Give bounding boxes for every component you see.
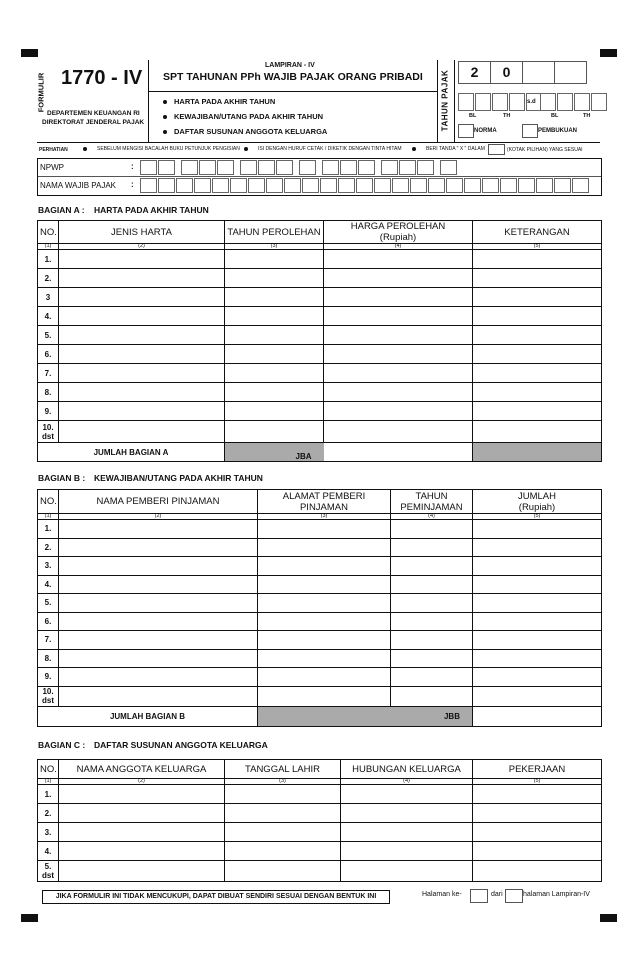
section-b-title: BAGIAN B : KEWAJIBAN/UTANG PADA AKHIR TAHUN [38,473,263,483]
char-box[interactable] [446,178,463,193]
char-box[interactable] [158,160,175,175]
row-number: 9. [38,402,59,421]
tahun-pajak-label: TAHUN PAJAK [440,69,450,132]
registration-mark [600,49,617,57]
col-header-harga-perolehan: HARGA PEROLEHAN (Rupiah) [324,221,473,244]
table-row [38,538,602,557]
asset-cell[interactable] [324,402,473,421]
identity-box: NPWP : NAMA WAJIB PAJAK : [37,158,602,196]
table-row [38,594,602,613]
asset-cell[interactable] [225,269,324,288]
row-number: 9. [38,668,59,687]
liability-cell[interactable] [59,575,258,594]
asset-cell[interactable] [324,383,473,402]
row-number: 6. [38,345,59,364]
char-box[interactable] [358,160,375,175]
directorate-name: DIREKTORAT JENDERAL PAJAK [42,119,145,126]
liability-cell[interactable] [391,557,473,576]
char-box[interactable] [381,160,398,175]
asset-cell[interactable] [473,326,602,345]
row-number: 4. [38,307,59,326]
col-header-hubungan-keluarga: HUBUNGAN KELUARGA [341,760,473,779]
char-box[interactable] [140,160,157,175]
family-cell[interactable] [341,861,473,882]
char-box[interactable] [322,160,339,175]
col-header-keterangan: KETERANGAN [473,221,602,244]
period-bl-start: BL [469,113,477,119]
row-number: 5. [38,326,59,345]
family-cell[interactable] [59,842,225,861]
col-number: (3) [225,244,324,250]
perhatian-item-1: SEBELUM MENGISI BACALAH BUKU PETUNJUK PENGISIAN [83,146,240,152]
family-cell[interactable] [225,842,341,861]
registration-mark [21,914,38,922]
table-row [38,250,602,269]
year-digit-1[interactable]: 2 [458,61,491,84]
liability-cell[interactable] [473,668,602,687]
char-box[interactable] [276,160,293,175]
year-digit-3[interactable] [522,61,555,84]
family-members-table: NO. NAMA ANGGOTA KELUARGA TANGGAL LAHIR HUBUNGAN KELUARGA PEKERJAAN (1) (2) (3) (4) (5) 1. 2. 3. 4. 5. dst [37,759,602,882]
department-name: DEPARTEMEN KEUANGAN RI [47,110,140,117]
liability-cell[interactable] [258,594,391,613]
liability-cell[interactable] [258,668,391,687]
col-header-tanggal-lahir: TANGGAL LAHIR [225,760,341,779]
asset-cell[interactable] [324,307,473,326]
row-number: 7. [38,631,59,650]
asset-cell[interactable] [473,383,602,402]
liability-cell[interactable] [391,668,473,687]
liability-cell[interactable] [391,538,473,557]
liability-cell[interactable] [391,612,473,631]
perhatian-item-3: BERI TANDA " X " DALAM [412,146,485,152]
col-number: (5) [473,244,602,250]
char-box[interactable] [199,160,216,175]
npwp-input-boxes[interactable] [140,160,458,175]
table-row [38,269,602,288]
asset-cell[interactable] [473,288,602,307]
liability-cell[interactable] [59,649,258,668]
halaman-ke-label: Halaman ke- [422,891,462,898]
liability-cell[interactable] [391,649,473,668]
table-row [38,307,602,326]
row-number: 8. [38,383,59,402]
family-cell[interactable] [473,804,602,823]
col-header-jumlah: JUMLAH (Rupiah) [473,490,602,514]
family-cell[interactable] [225,861,341,882]
char-box[interactable] [374,178,391,193]
liability-cell[interactable] [473,557,602,576]
form-header [37,60,600,142]
table-row [38,785,602,804]
family-cell[interactable] [473,823,602,842]
liability-cell[interactable] [473,649,602,668]
liability-cell[interactable] [473,631,602,650]
jumlah-bagian-b-label: JUMLAH BAGIAN B [38,706,258,726]
char-box[interactable] [230,178,247,193]
period-th-start: TH [503,113,511,119]
char-box[interactable] [320,178,337,193]
char-box[interactable] [440,160,457,175]
jumlah-b-value[interactable] [473,706,602,726]
jbb-code: JBB [443,711,460,721]
table-row [38,383,602,402]
liability-cell[interactable] [258,686,391,706]
asset-cell[interactable] [225,421,324,443]
col-header-nama-anggota-keluarga: NAMA ANGGOTA KELUARGA [59,760,225,779]
char-box[interactable] [554,178,571,193]
asset-cell[interactable] [59,364,225,383]
liability-cell[interactable] [258,612,391,631]
row-number: 1. [38,785,59,804]
char-box[interactable] [181,160,198,175]
row-number: 3. [38,823,59,842]
char-box[interactable] [248,178,265,193]
char-box[interactable] [428,178,445,193]
table-row [38,804,602,823]
family-cell[interactable] [341,804,473,823]
col-header-tahun-peminjaman: TAHUN PEMINJAMAN [391,490,473,514]
col-number: (4) [341,779,473,785]
halaman-lampiran-label: halaman Lampiran-IV [523,891,590,898]
liability-cell[interactable] [258,575,391,594]
asset-cell[interactable] [473,364,602,383]
char-box[interactable] [518,178,535,193]
col-number: (1) [38,244,59,250]
asset-cell[interactable] [473,269,602,288]
col-header-pekerjaan: PEKERJAAN [473,760,602,779]
char-box[interactable] [356,178,373,193]
nama-input-boxes[interactable] [140,178,590,193]
char-box[interactable] [284,178,301,193]
col-number: (5) [473,514,602,520]
row-number: 4. [38,575,59,594]
asset-cell[interactable] [225,402,324,421]
bullet-harta: HARTA PADA AKHIR TAHUN [163,97,275,106]
liability-cell[interactable] [258,557,391,576]
char-box[interactable] [217,160,234,175]
spt-title: SPT TAHUNAN PPh WAJIB PAJAK ORANG PRIBADI [163,71,423,83]
col-number: (1) [38,514,59,520]
row-number: 3 [38,288,59,307]
asset-cell[interactable] [225,288,324,307]
asset-cell[interactable] [324,364,473,383]
table-row [38,668,602,687]
perhatian-item-4: (KOTAK PILIHAN) YANG SESUAI [507,147,583,153]
asset-cell[interactable] [324,269,473,288]
liability-cell[interactable] [391,575,473,594]
char-box[interactable] [194,178,211,193]
char-box[interactable] [340,160,357,175]
row-number: 6. [38,612,59,631]
asset-cell[interactable] [473,421,602,443]
jbb-field[interactable] [258,706,473,726]
section-a-title: BAGIAN A : HARTA PADA AKHIR TAHUN [38,205,209,215]
total-pages-input[interactable] [505,889,523,903]
row-number: 1. [38,250,59,269]
liability-cell[interactable] [258,631,391,650]
col-number: (2) [59,779,225,785]
asset-cell[interactable] [473,345,602,364]
nama-wajib-pajak-label: NAMA WAJIB PAJAK [40,181,117,190]
table-row [38,823,602,842]
row-number: 1. [38,520,59,539]
liability-cell[interactable] [59,631,258,650]
npwp-label: NPWP [40,163,64,172]
char-box[interactable] [500,178,517,193]
year-digit-4[interactable] [554,61,587,84]
form-number: 1770 - IV [61,67,143,89]
liability-cell[interactable] [59,557,258,576]
table-row [38,612,602,631]
liability-cell[interactable] [473,575,602,594]
page-counter [422,891,462,898]
asset-cell[interactable] [473,402,602,421]
liability-cell[interactable] [59,686,258,706]
formulir-label: FORMULIR [36,72,46,113]
col-header-no: NO. [38,221,59,244]
liability-cell[interactable] [59,594,258,613]
norma-label: NORMA [474,128,497,134]
liability-cell[interactable] [391,686,473,706]
liability-cell[interactable] [391,631,473,650]
col-header-nama-pemberi-pinjaman: NAMA PEMBERI PINJAMAN [59,490,258,514]
liability-cell[interactable] [473,686,602,706]
char-box[interactable] [410,178,427,193]
asset-cell[interactable] [225,307,324,326]
col-number: (2) [59,514,258,520]
char-box[interactable] [417,160,434,175]
family-cell[interactable] [59,861,225,882]
liability-cell[interactable] [391,520,473,539]
liability-cell[interactable] [59,612,258,631]
col-header-tahun-perolehan: TAHUN PEROLEHAN [225,221,324,244]
asset-cell[interactable] [59,288,225,307]
norma-checkbox[interactable] [458,124,474,138]
table-row [38,520,602,539]
pembukuan-label: PEMBUKUAN [538,128,577,134]
col-header-no: NO. [38,490,59,514]
col-number: (4) [391,514,473,520]
family-cell[interactable] [473,861,602,882]
liability-cell[interactable] [473,612,602,631]
asset-cell[interactable] [324,288,473,307]
bullet-keluarga: DAFTAR SUSUNAN ANGGOTA KELUARGA [163,127,327,136]
table-row [38,557,602,576]
char-box[interactable] [158,178,175,193]
perhatian-bar [37,145,600,156]
table-row [38,326,602,345]
row-number: 8. [38,649,59,668]
footer-note: JIKA FORMULIR INI TIDAK MENCUKUPI, DAPAT DIBUAT SENDIRI SESUAI DENGAN BENTUK INI [42,890,390,904]
asset-cell[interactable] [473,250,602,269]
liability-cell[interactable] [59,668,258,687]
period-bl-end: BL [551,113,559,119]
liability-cell[interactable] [258,520,391,539]
period-end-boxes[interactable] [540,93,608,111]
bullet-kewajiban: KEWAJIBAN/UTANG PADA AKHIR TAHUN [163,112,323,121]
liability-cell[interactable] [473,594,602,613]
char-box[interactable] [266,178,283,193]
family-cell[interactable] [225,804,341,823]
registration-mark [21,49,38,57]
row-number: 7. [38,364,59,383]
table-row [38,631,602,650]
family-cell[interactable] [473,842,602,861]
char-box[interactable] [240,160,257,175]
table-row [38,288,602,307]
liability-cell[interactable] [391,594,473,613]
table-row [38,402,602,421]
row-number: 3. [38,557,59,576]
asset-cell[interactable] [225,364,324,383]
table-row [38,842,602,861]
col-number: (4) [324,244,473,250]
assets-table: NO. JENIS HARTA TAHUN PEROLEHAN HARGA PEROLEHAN (Rupiah) KETERANGAN (1) (2) (3) (4) (5) 1. 2. 3 4. 5. 6. 7. 8. 9. 10. dst JUMLAH BAGIAN A JBA [37,220,602,462]
liability-cell[interactable] [59,538,258,557]
asset-cell[interactable] [59,345,225,364]
row-number: 2. [38,269,59,288]
asset-cell[interactable] [59,269,225,288]
family-cell[interactable] [341,842,473,861]
liability-cell[interactable] [473,520,602,539]
jba-field[interactable] [295,443,473,462]
char-box[interactable] [536,178,553,193]
table-row [38,649,602,668]
family-cell[interactable] [59,785,225,804]
jba-code: JBA [295,452,312,461]
row-number: 4. [38,842,59,861]
asset-cell[interactable] [324,250,473,269]
liability-cell[interactable] [258,649,391,668]
col-header-alamat-pemberi-pinjaman: ALAMAT PEMBERI PINJAMAN [258,490,391,514]
liability-cell[interactable] [473,538,602,557]
family-cell[interactable] [59,804,225,823]
jumlah-bagian-a-label: JUMLAH BAGIAN A [38,443,225,462]
char-box[interactable] [176,178,193,193]
char-box[interactable] [464,178,481,193]
page-number-input[interactable] [470,889,488,903]
char-box[interactable] [338,178,355,193]
family-cell[interactable] [341,823,473,842]
char-box[interactable] [140,178,157,193]
asset-cell[interactable] [59,307,225,326]
asset-cell[interactable] [59,421,225,443]
col-header-jenis-harta: JENIS HARTA [59,221,225,244]
asset-cell[interactable] [225,250,324,269]
family-cell[interactable] [225,785,341,804]
liability-cell[interactable] [258,538,391,557]
liability-cell[interactable] [59,520,258,539]
registration-mark [600,914,617,922]
row-number: 2. [38,538,59,557]
char-box[interactable] [258,160,275,175]
dari-label: dari [491,891,503,898]
col-header-no: NO. [38,760,59,779]
lampiran-label: LAMPIRAN - IV [265,62,315,69]
col-number: (3) [258,514,391,520]
char-box[interactable] [302,178,319,193]
col-number: (2) [59,244,225,250]
asset-cell[interactable] [59,250,225,269]
asset-cell[interactable] [324,421,473,443]
family-cell[interactable] [473,785,602,804]
year-digit-2[interactable]: 0 [490,61,523,84]
col-number: (1) [38,779,59,785]
family-cell[interactable] [225,823,341,842]
col-number: (5) [473,779,602,785]
asset-cell[interactable] [473,307,602,326]
liabilities-table: NO. NAMA PEMBERI PINJAMAN ALAMAT PEMBERI PINJAMAN TAHUN PEMINJAMAN JUMLAH (Rupiah) (1) (2) (3) (4) (5) 1. 2. 3. 4. 5. 6. 7. 8. 9. 10. dst JUMLAH BAGIAN B JBB [37,489,602,727]
table-row [38,575,602,594]
table-row [38,364,602,383]
asset-cell[interactable] [59,383,225,402]
char-box[interactable] [392,178,409,193]
asset-cell[interactable] [324,326,473,345]
row-number: 2. [38,804,59,823]
asset-cell[interactable] [324,345,473,364]
char-box[interactable] [399,160,416,175]
char-box[interactable] [572,178,589,193]
sample-checkbox [488,144,505,155]
period-sd: s.d [527,99,536,105]
asset-cell[interactable] [59,326,225,345]
col-number: (3) [225,779,341,785]
perhatian-label: PERHATIAN [39,147,68,153]
asset-cell[interactable] [225,383,324,402]
char-box[interactable] [299,160,316,175]
table-row [38,345,602,364]
family-cell[interactable] [59,823,225,842]
char-box[interactable] [482,178,499,193]
period-th-end: TH [583,113,591,119]
section-c-title: BAGIAN C : DAFTAR SUSUNAN ANGGOTA KELUARGA [38,740,268,750]
family-cell[interactable] [341,785,473,804]
asset-cell[interactable] [225,326,324,345]
row-number: 5. [38,594,59,613]
pembukuan-checkbox[interactable] [522,124,538,138]
asset-cell[interactable] [59,402,225,421]
asset-cell[interactable] [225,345,324,364]
char-box[interactable] [212,178,229,193]
perhatian-item-2: ISI DENGAN HURUF CETAK / DIKETIK DENGAN TINTA HITAM [244,146,402,152]
